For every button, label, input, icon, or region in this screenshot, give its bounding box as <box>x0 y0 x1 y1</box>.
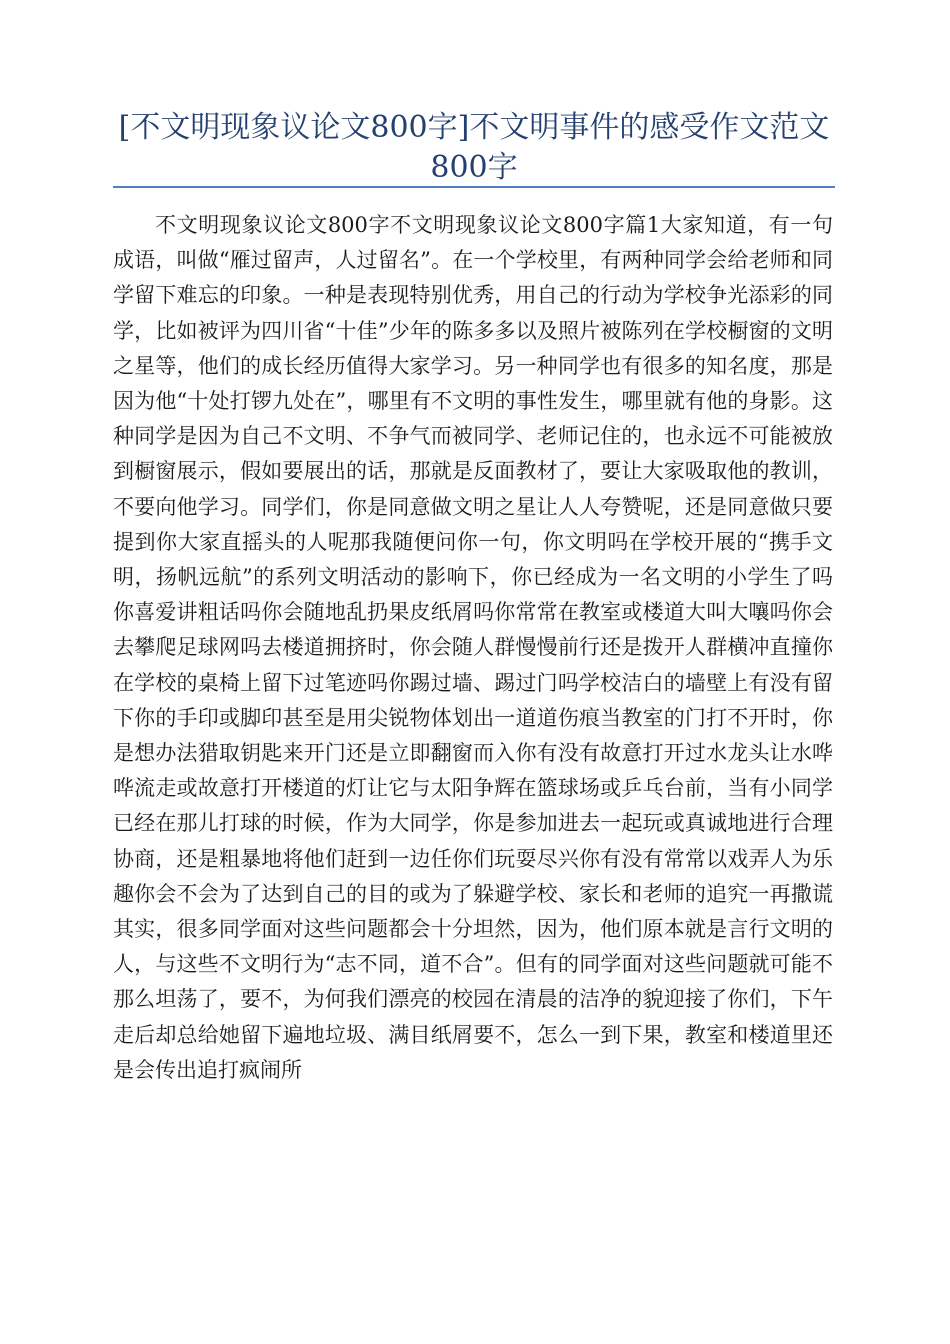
title-underline-divider <box>113 186 835 188</box>
body-paragraph: 不文明现象议论文800字不文明现象议论文800字篇1大家知道，有一句成语，叫做“雁过留声，人过留名”。在一个学校里，有两种同学会给老师和同学留下难忘的印象。一种是表现特别优秀，用自己的行动为学校争光添彩的同学，比如被评为四川省“十佳”少年的陈多多以及照片被陈列在学校橱窗的文明之星等，他们的成长经历值得大家学习。另一种同学也有很多的知名度，那是因为他“十处打锣九处在”，哪里有不文明的事性发生，哪里就有他的身影。这种同学是因为自己不文明、不争气而被同学、老师记住的，也永远不可能被放到橱窗展示，假如要展出的话，那就是反面教材了，要让大家吸取他的教训，不要向他学习。同学们，你是同意做文明之星让人人夸赞呢，还是同意做只要提到你大家直摇头的人呢那我随便问你一句，你文明吗在学校开展的“携手文明，扬帆远航”的系列文明活动的影响下，你已经成为一名文明的小学生了吗你喜爱讲粗话吗你会随地乱扔果皮纸屑吗你常常在教室或楼道大叫大嚷吗你会去攀爬足球网吗去楼道拥挤时，你会随人群慢慢前行还是拨开人群横冲直撞你在学校的桌椅上留下过笔迹吗你踢过墙、踢过门吗学校洁白的墙壁上有没有留下你的手印或脚印甚至是用尖锐物体划出一道道伤痕当教室的门打不开时，你是想办法猎取钥匙来开门还是立即翻窗而入你有没有故意打开过水龙头让水哗哗流走或故意打开楼道的灯让它与太阳争辉在篮球场或乒乓台前，当有小同学已经在那儿打球的时候，作为大同学，你是参加进去一起玩或真诚地进行合理协商，还是粗暴地将他们赶到一边任你们玩耍尽兴你有没有常常以戏弄人为乐趣你会不会为了达到自己的目的或为了躲避学校、家长和老师的追究一再撒谎其实，很多同学面对这些问题都会十分坦然，因为，他们原本就是言行文明的人，与这些不文明行为“志不同，道不合”。但有的同学面对这些问题就可能不那么坦荡了，要不，为何我们漂亮的校园在清晨的洁净的貌迎接了你们，下午走后却总给她留下遍地垃圾、满目纸屑要不，怎么一到下果，教室和楼道里还是会传出追打疯闹所 <box>113 213 833 1082</box>
document-title: [不文明现象议论文800字]不文明事件的感受作文范文800字 <box>118 110 830 185</box>
